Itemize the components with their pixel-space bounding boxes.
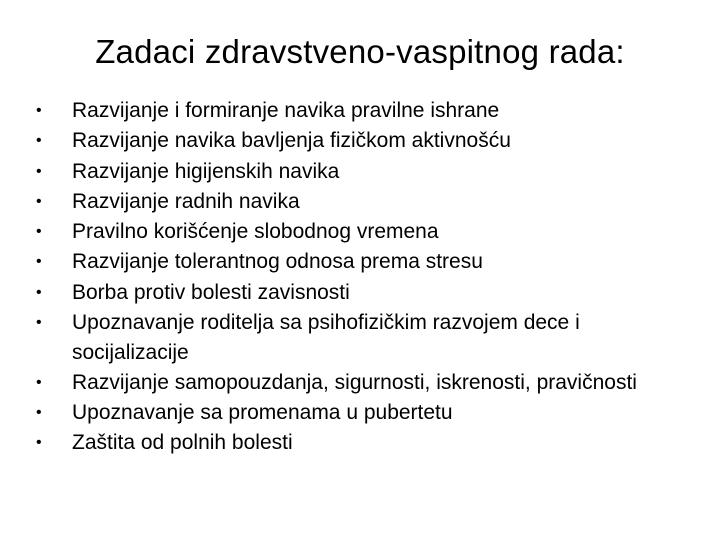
list-item-text: Upoznavanje roditelja sa psihofizičkim razvojem dece i socijalizacije: [72, 311, 580, 365]
bullet-icon: •: [36, 192, 42, 210]
list-item-text: Razvijanje i formiranje navika pravilne ishrane: [72, 99, 500, 122]
list-item-text: Razvijanje navika bavljenja fizičkom aktivnošću: [72, 129, 511, 153]
list-item-parents-development: [36, 308, 686, 368]
list-item-text: Pravilno korišćenje slobodnog vremena: [72, 220, 439, 244]
bullet-icon: •: [36, 404, 42, 422]
list-item-text: Borba protiv bolesti zavisnosti: [72, 280, 350, 304]
list-item-hygiene-habits: [36, 157, 686, 187]
list-item-text: Zaštita od polnih bolesti: [72, 431, 293, 455]
list-item-text: Upoznavanje sa promenama u pubertetu: [72, 401, 453, 425]
bullet-icon: •: [36, 223, 42, 241]
list-item-text: Razvijanje radnih navika: [72, 189, 300, 213]
list-item-nutrition-habits: [36, 96, 686, 126]
list-item-text: Razvijanje higijenskih navika: [72, 159, 340, 183]
list-item-puberty: [36, 398, 686, 428]
bullet-icon: •: [36, 314, 42, 332]
bullet-icon: •: [36, 283, 42, 301]
list-item-self-confidence: [36, 368, 686, 398]
bullet-icon: •: [36, 253, 42, 271]
list-item-addiction: [36, 278, 686, 308]
bullet-icon: •: [36, 162, 42, 180]
list-item-stress-tolerance: [36, 247, 686, 277]
bullet-icon: •: [36, 102, 42, 119]
list-item-text: Razvijanje samopouzdanja, sigurnosti, iskrenosti, pravičnosti: [72, 371, 637, 395]
bullet-icon: •: [36, 434, 42, 452]
list-item-text: Razvijanje tolerantnog odnosa prema stresu: [72, 250, 483, 274]
list-item-free-time: [36, 217, 686, 247]
list-item-std-protection: [36, 428, 686, 458]
bullet-icon: •: [36, 132, 42, 150]
bullet-list: [36, 96, 686, 459]
slide-title: Zadaci zdravstveno-vaspitnog rada:: [95, 33, 625, 70]
bullet-icon: •: [36, 374, 42, 392]
list-item-work-habits: [36, 187, 686, 217]
list-item-physical-activity: [36, 126, 686, 156]
